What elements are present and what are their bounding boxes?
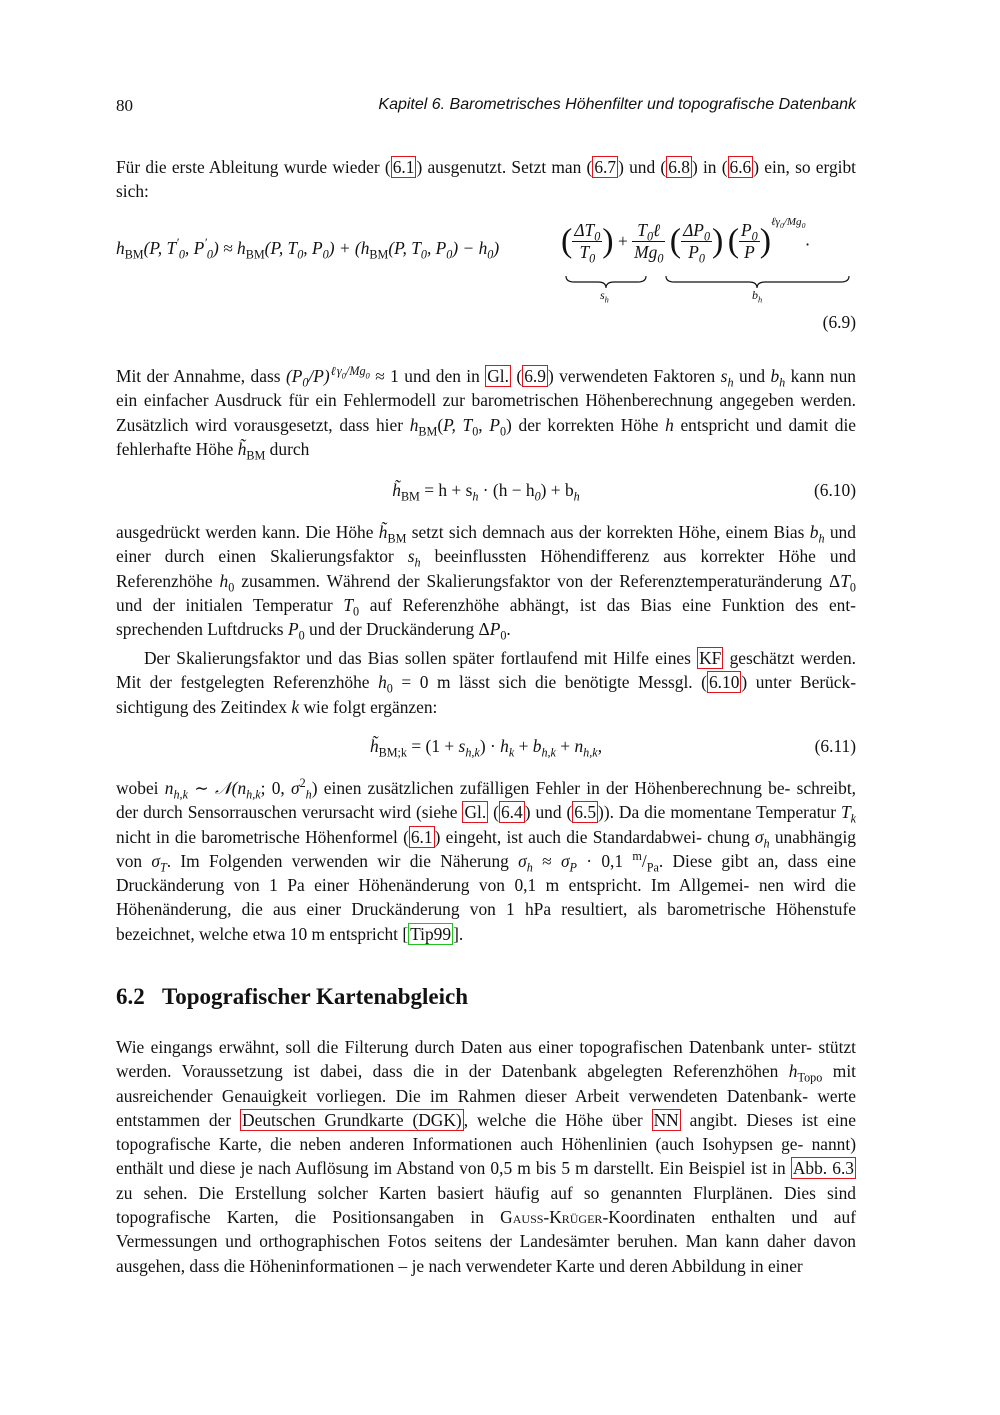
ref-link[interactable]: 6.7 [594,157,617,177]
ref-link[interactable]: Deutschen Grundkarte (DGK) [242,1109,462,1130]
equation-number: (6.10) [813,480,856,500]
equation-6-9: $h_{BM}(P$, $T'_0$, $P'_0) \approx h_{BM}(P$, $T_0$, $P_0) + (h_{BM}(P$, $T_0$, $P_0) - h_0$) ( $\frac{\Delta T_0}{T_0}$ ) + $\frac{T_0\ell}{Mg_0}$ ( $\frac{\Delta P_0}{P_0}$ ) ( $\frac{P_0}{P}$ )$^{\ell\gamma_0/Mg_0}$. $s_h$ $b_h$ (6.9) [116,215,856,332]
section-number: 6.2 [116,984,145,1009]
equation-number: (6.9) [822,312,856,332]
ref-link[interactable]: 6.1 [410,826,433,847]
chapter-title: Kapitel 6. Barometrisches Höhenfilter und topografische Datenbank [378,96,856,113]
ref-link[interactable]: 6.6 [729,157,752,177]
paragraph-1: Für die erste Ableitung wurde wieder ( 6.1 ) ausgenutzt. Setzt man ( 6.7 ) und ( 6.8 ) in ( 6.6 ) ein, so ergibt sich: [116,157,856,202]
section-heading [116,984,856,1010]
ref-link[interactable]: 6.5 [574,802,597,823]
ref-link[interactable]: 6.4 [500,802,523,823]
citation-link[interactable]: Tip99 [410,923,452,944]
paragraph-5: wobei $n_{h,k}$ ∼ $𝒩(n_{h,k}$; 0, $\sigma^2_h$) einen zusätzlichen zufälligen Fehler in der Höhenberechnung be- schreibt, der durch Sensorrauschen verursacht wird (siehe Gl. ( 6.4 ) und ( 6.5 )). Da die momentane Temperatur $T_k$ nicht in die barometrische Höhenformel ( 6.1 ) eingeht, ist auch die Standardabwei- chung $\sigma_h$ unabhängig von $\sigma_T$. Im Folgenden verwenden wir die Näherung $\sigma_h \approx \sigma_P \cdot 0,1$ $^m/_{Pa}$. Diese gibt an, dass eine Druckänderung von 1 Pa einer Höhenänderung von 0,1 m entspricht. Im Allgemei- nen wird die Höhenänderung, die aus einer Druckänderung von 1 hPa resultiert, als barometrische Höhenstufe bezeichnet, welche etwa 10 m entspricht [ Tip99 ]. [116,776,857,944]
paragraph-2: Mit der Annahme, dass $(P_0/P)^{\ell\gamma_0/Mg_0} \approx 1$ und den in Gl. ( 6.9 ) verwendeten Faktoren $s_h$ und $b_h$ kann nun ein einfacher Ausdruck für ein Fehlermodell zur barometrischen Höhenberechnung angegeben werden. Zusätzlich wird vorausgesetzt, dass hier $h_{BM}(P$, $T_0$, $P_0$) der korrekten Höhe h entspricht und damit die fehlerhafte Höhe $h̃_{BM}$ durch [116,364,857,463]
ref-link[interactable]: 6.8 [668,157,690,177]
paragraph-6: Wie eingangs erwähnt, soll die Filterung durch Daten aus einer topografischen Datenbank unter- stützt werden. Voraussetzung ist dabei, dass die in der Datenbank abgelegten Referenzhöhen $h_{Topo}$ mit ausreichender Genauigkeit vorliegen. Die im Rahmen dieser Arbeit verwendeten Datenbank- werte entstammen der Deutschen Grundkarte (DGK) , welche die Höhe über NN angibt. Dieses ist eine topografische Karte, die neben anderen Informationen auch Höhenlinien (auch Isohypsen ge- nannt) enthält und diese je nach Auflösung im Abstand von 0,5 m bis 5 m darstellt. Ein Beispiel ist in Abb. 6.3 zu sehen. Die Erstellung solcher Karten basiert häufig auf so genannten Flurplänen. Dies sind topografische Karten, die Positionsangaben in Gauss-Krüger-Koordinaten enthalten und auf Vermessungen und orthographischen Fotos seitens der Landesämter beruhen. Man kann daher davon ausgehen, dass die Höheninformationen – je nach verwendeter Karte und deren Abbildung in einer [116,1037,856,1276]
ref-link[interactable]: 6.1 [392,157,415,177]
ref-link[interactable]: Gl. [464,802,487,823]
paragraph-4: Der Skalierungsfaktor und das Bias sollen später fortlaufend mit Hilfe eines KF geschätzt werden. Mit der festgelegten Referenzhöhe $h_0 = 0$ m lässt sich die benötigte Messgl. ( 6.10 ) unter Berück- sichtigung des Zeitindex k wie folgt ergänzen: [116,648,857,717]
ref-link[interactable]: NN [653,1109,679,1130]
ref-link[interactable]: 6.10 [708,672,740,693]
paragraph-3: ausgedrückt werden kann. Die Höhe $h̃_{BM}$ setzt sich demnach aus der korrekten Höhe, einem Bias $b_h$ und einer durch einen Skalierungsfaktor $s_h$ beeinflussten Höhendifferenz aus korrekter Höhe und Referenzhöhe $h_0$ zusammen. Während der Skalierungsfaktor von der Referenztemperaturänderung $\Delta T_0$ und der initialen Temperatur $T_0$ auf Referenzhöhe abhängt, ist das Bias eine Funktion des ent- sprechenden Luftdrucks $P_0$ und der Druckänderung $\Delta P_0$. [116,522,856,643]
ref-link[interactable]: 6.9 [524,366,546,386]
ref-link[interactable]: KF [699,648,722,668]
equation-number: (6.11) [814,736,856,756]
ref-link[interactable]: Gl. [487,366,509,386]
section-title: Topografischer Kartenabgleich [162,984,469,1009]
page-number: 80 [116,96,133,115]
figure-link[interactable]: Abb. 6.3 [792,1158,854,1179]
